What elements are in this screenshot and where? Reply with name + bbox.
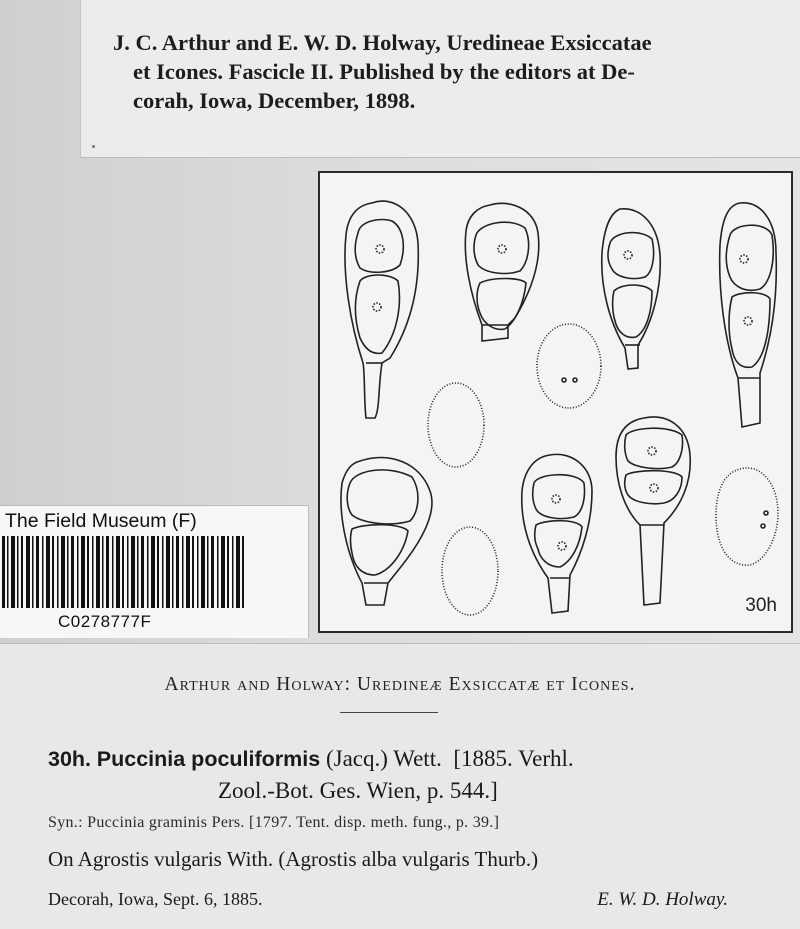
citation-part-2: Zool.-Bot. Ges. Wien, p. 544.] (218, 778, 498, 803)
species-name: Puccinia poculiformis (96, 747, 321, 771)
publication-line-2: et Icones. Fascicle II. Published by the editors at De- (133, 59, 635, 84)
illustration-plate (318, 171, 793, 633)
series-title: Arthur and Holway: Uredineæ Exsiccatæ et Icones. (164, 674, 636, 695)
locality-line: Decorah, Iowa, Sept. 6, 1885. (48, 889, 263, 909)
plate-number: 30h (745, 595, 777, 616)
species-heading (48, 743, 788, 806)
pencil-mark (92, 145, 95, 148)
institution-name: The Field Museum (F) (5, 510, 197, 532)
publication-line-1: J. C. Arthur and E. W. D. Holway, Uredineae Exsiccatae (113, 30, 652, 55)
specimen-label (0, 643, 800, 929)
collector-name: E. W. D. Holway. (597, 889, 728, 910)
publication-line-3: corah, Iowa, December, 1898. (133, 88, 416, 113)
teliospore-drawing (345, 201, 418, 418)
publication-text (113, 28, 783, 115)
synonym-line: Syn.: Puccinia graminis Pers. [1797. Tent. disp. meth. fung., p. 39.] (48, 814, 500, 831)
species-authority: (Jacq.) Wett. (325, 746, 442, 771)
spore-drawings (320, 173, 791, 631)
barcode-label (0, 505, 309, 638)
species-number: 30h. (48, 747, 92, 771)
urediniospore-drawing (428, 383, 484, 467)
citation-part-1: [1885. Verhl. (453, 746, 574, 771)
catalog-number: C0278777F (58, 612, 152, 631)
publication-label (80, 0, 800, 158)
host-line: On Agrostis vulgaris With. (Agrostis alba vulgaris Thurb.) (48, 847, 539, 871)
barcode (0, 536, 250, 608)
title-rule (340, 712, 438, 713)
